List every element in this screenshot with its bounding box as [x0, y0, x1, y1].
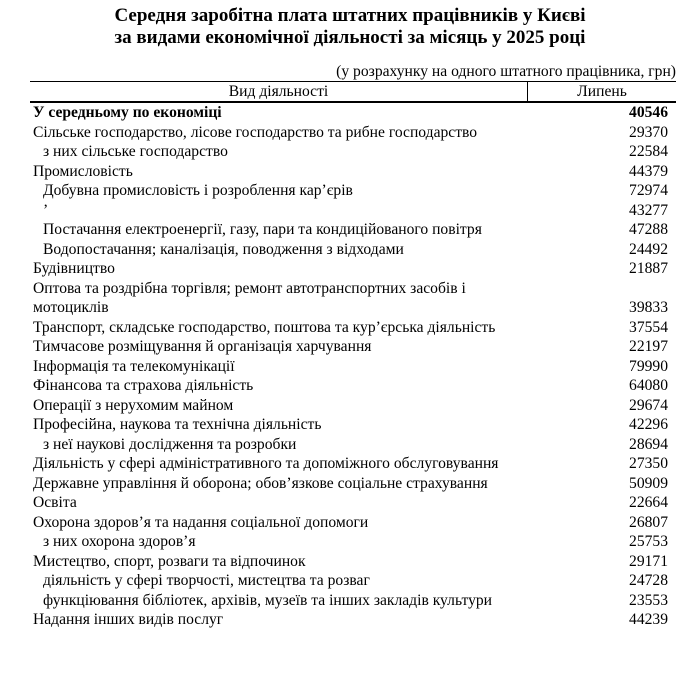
table-row — [30, 259, 676, 279]
table-row — [30, 279, 676, 318]
salary-value: 24728 — [629, 572, 668, 589]
activity-label: Оптова та роздрібна торгівля; ремонт автотранспортних засобів і мотоциклів — [33, 279, 466, 316]
salary-value: 64080 — [629, 377, 668, 394]
salary-value: 29171 — [629, 552, 668, 570]
table-row — [30, 357, 676, 377]
activity-label: з них сільське господарство — [43, 143, 228, 160]
salary-value: 47288 — [629, 221, 668, 238]
activity-label: з неї наукові дослідження та розробки — [43, 435, 297, 453]
activity-label: функціювання бібліотек, архівів, музеїв та інших закладів культури — [43, 591, 493, 609]
activity-label: Мистецтво, спорт, розваги та відпочинок — [33, 552, 306, 570]
salary-value: 37554 — [629, 318, 668, 336]
activity-label: Професійна, наукова та технічна діяльність — [33, 416, 322, 433]
table-row — [30, 103, 676, 123]
salary-value: 21887 — [629, 260, 668, 277]
salary-value: 28694 — [629, 435, 668, 453]
table-row — [30, 181, 676, 201]
salary-value: 79990 — [629, 357, 668, 375]
salary-value: 22584 — [629, 143, 668, 160]
table-row — [30, 493, 676, 513]
table-row — [30, 337, 676, 357]
activity-label: Будівництво — [33, 260, 115, 277]
table-row — [30, 220, 676, 240]
table-row — [30, 552, 676, 572]
table-row — [30, 201, 676, 221]
activity-label: ’ — [43, 201, 49, 219]
activity-label: Промисловість — [33, 162, 133, 180]
salary-table — [30, 62, 676, 630]
page-title-line1: Середня заробітна плата штатних працівників у Києві — [114, 5, 586, 26]
activity-label: з них охорона здоров’я — [43, 533, 196, 550]
activity-label: діяльність у сфері творчості, мистецтва та розваг — [43, 572, 370, 589]
activity-label: Державне управління й оборона; обов’язкове соціальне страхування — [33, 474, 488, 492]
activity-label: Сільське господарство, лісове господарство та рибне господарство — [33, 123, 478, 141]
table-subtitle: (у розрахунку на одного штатного працівника, грн) — [336, 63, 676, 80]
activity-label: Водопостачання; каналізація, поводження з відходами — [43, 240, 404, 258]
salary-value: 26807 — [629, 513, 668, 531]
salary-value: 24492 — [629, 240, 668, 258]
salary-value: 43277 — [629, 201, 668, 219]
table-row — [30, 415, 676, 435]
salary-value: 42296 — [629, 416, 668, 433]
salary-value: 29370 — [629, 123, 668, 141]
salary-value: 40546 — [629, 104, 668, 121]
activity-label: Охорона здоров’я та надання соціальної допомоги — [33, 513, 369, 531]
table-row — [30, 162, 676, 182]
activity-label: Освіта — [33, 494, 77, 511]
table-row — [30, 318, 676, 338]
table-row — [30, 123, 676, 143]
activity-label: Постачання електроенергії, газу, пари та кондиційованого повітря — [43, 221, 482, 238]
salary-value: 22197 — [629, 338, 668, 355]
table-body — [30, 103, 676, 630]
activity-label: Добувна промисловість і розроблення кар’єрів — [43, 182, 353, 199]
page-title-line2: за видами економічної діяльності за місяць у 2025 році — [114, 26, 586, 48]
salary-value: 22664 — [629, 494, 668, 511]
table-row — [30, 474, 676, 494]
table-row — [30, 142, 676, 162]
salary-value: 72974 — [629, 182, 668, 199]
activity-label: Надання інших видів послуг — [33, 611, 224, 628]
table-row — [30, 513, 676, 533]
activity-label: Фінансова та страхова діяльність — [33, 377, 254, 394]
table-row — [30, 610, 676, 630]
activity-label: Операції з нерухомим майном — [33, 396, 234, 414]
activity-label: Інформація та телекомунікації — [33, 357, 235, 375]
activity-label: Транспорт, складське господарство, поштова та кур’єрська діяльність — [33, 318, 496, 336]
page-title — [0, 5, 700, 48]
table-row — [30, 376, 676, 396]
table-row — [30, 396, 676, 416]
salary-value: 50909 — [629, 474, 668, 492]
column-header-month: Липень — [527, 82, 676, 101]
salary-value: 25753 — [629, 533, 668, 550]
table-header-row — [30, 81, 676, 103]
column-header-activity: Вид діяльності — [228, 83, 329, 100]
table-row — [30, 240, 676, 260]
table-row — [30, 591, 676, 611]
table-row — [30, 571, 676, 591]
table-row — [30, 454, 676, 474]
table-row — [30, 532, 676, 552]
salary-value: 44239 — [629, 611, 668, 628]
table-row — [30, 435, 676, 455]
salary-value: 23553 — [629, 591, 668, 609]
salary-value: 39833 — [629, 299, 668, 316]
activity-label: Діяльність у сфері адміністративного та допоміжного обслуговування — [33, 455, 499, 472]
salary-value: 44379 — [629, 162, 668, 180]
activity-label: У середньому по економіці — [33, 104, 222, 121]
salary-value: 29674 — [629, 396, 668, 414]
salary-value: 27350 — [629, 455, 668, 472]
activity-label: Тимчасове розміщування й організація харчування — [33, 338, 372, 355]
